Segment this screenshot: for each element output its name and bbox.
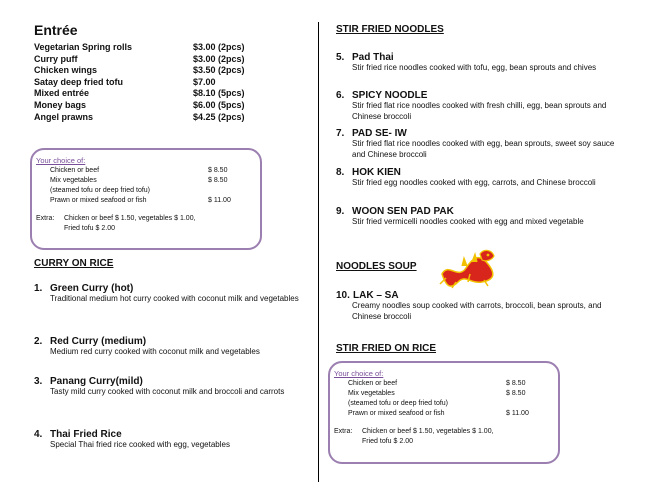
choice-row: Mix vegetables $ 8.50 — [348, 390, 526, 397]
choice-box-left — [30, 148, 262, 250]
choice-row: Mix vegetables $ 8.50 — [50, 177, 228, 184]
choice-title: Your choice of: — [334, 369, 384, 378]
choice-row: Prawn or mixed seafood or fish $ 11.00 — [50, 197, 231, 204]
menu-item: 6. SPICY NOODLE Stir fried flat rice noodles cooked with fresh chilli, egg, bean sprouts and Chinese broccoli — [336, 90, 607, 121]
choice-row: (steamed tofu or deep fried tofu) — [348, 400, 448, 407]
menu-item: 10. LAK – SA Creamy noodles soup cooked with carrots, broccoli, bean sprouts, and Chinese broccoli — [336, 290, 602, 321]
curry-section-title: CURRY ON RICE — [34, 258, 114, 269]
rice-section-title: STIR FRIED ON RICE — [336, 343, 437, 354]
menu-item: 5. Pad Thai Stir fried rice noodles cooked with tofu, egg, bean sprouts and chives — [336, 52, 597, 72]
list-item: Curry puff $3.00 (2pcs) — [34, 53, 245, 64]
menu-item: 7. PAD SE- IW Stir fried flat rice noodles cooked with egg, bean sprouts, sweet soy sauce and Chinese broccoli — [336, 128, 615, 159]
list-item: Chicken wings $3.50 (2pcs) — [34, 65, 245, 76]
list-item: Vegetarian Spring rolls $3.00 (2pcs) — [34, 42, 245, 52]
menu-item: 8. HOK KIEN Stir fried egg noodles cooked with egg, carrots, and Chinese broccoli — [336, 167, 596, 187]
extra-note: Extra: Chicken or beef $ 1.50, vegetables $ 1.00, Fried tofu $ 2.00 — [36, 215, 196, 232]
extra-note: Extra: Chicken or beef $ 1.50, vegetables $ 1.00, Fried tofu $ 2.00 — [334, 428, 494, 445]
soup-section-title: NOODLES SOUP — [336, 261, 417, 272]
menu-item: 9. WOON SEN PAD PAK Stir fried vermicelli noodles cooked with egg and mixed vegetable — [336, 206, 584, 226]
entree-list — [34, 42, 249, 123]
dragon-icon — [436, 244, 498, 290]
list-item: Satay deep fried tofu $7.00 — [34, 76, 216, 87]
menu-item: 3. Panang Curry(mild) Tasty mild curry cooked with coconut milk and broccoli and carrots — [34, 376, 285, 396]
choice-row: Prawn or mixed seafood or fish $ 11.00 — [348, 410, 529, 417]
column-divider — [318, 22, 319, 482]
choice-row: Chicken or beef $ 8.50 — [348, 380, 526, 387]
list-item: Angel prawns $4.25 (2pcs) — [34, 111, 245, 122]
choice-box-right — [328, 361, 560, 464]
menu-item: 4. Thai Fried Rice Special Thai fried rice cooked with egg, vegetables — [34, 429, 230, 449]
noodles-section-title: STIR FRIED NOODLES — [336, 24, 444, 35]
list-item: Money bags $6.00 (5pcs) — [34, 99, 245, 110]
menu-item: 2. Red Curry (medium) Medium red curry cooked with coconut milk and vegetables — [34, 336, 260, 356]
entree-title: Entrée — [34, 22, 78, 38]
choice-row: (steamed tofu or deep fried tofu) — [50, 187, 150, 194]
choice-row: Chicken or beef $ 8.50 — [50, 167, 228, 174]
menu-item: 1. Green Curry (hot) Traditional medium hot curry cooked with coconut milk and vegetables — [34, 283, 299, 303]
list-item: Mixed entrée $8.10 (5pcs) — [34, 88, 245, 99]
choice-title: Your choice of: — [36, 156, 86, 165]
